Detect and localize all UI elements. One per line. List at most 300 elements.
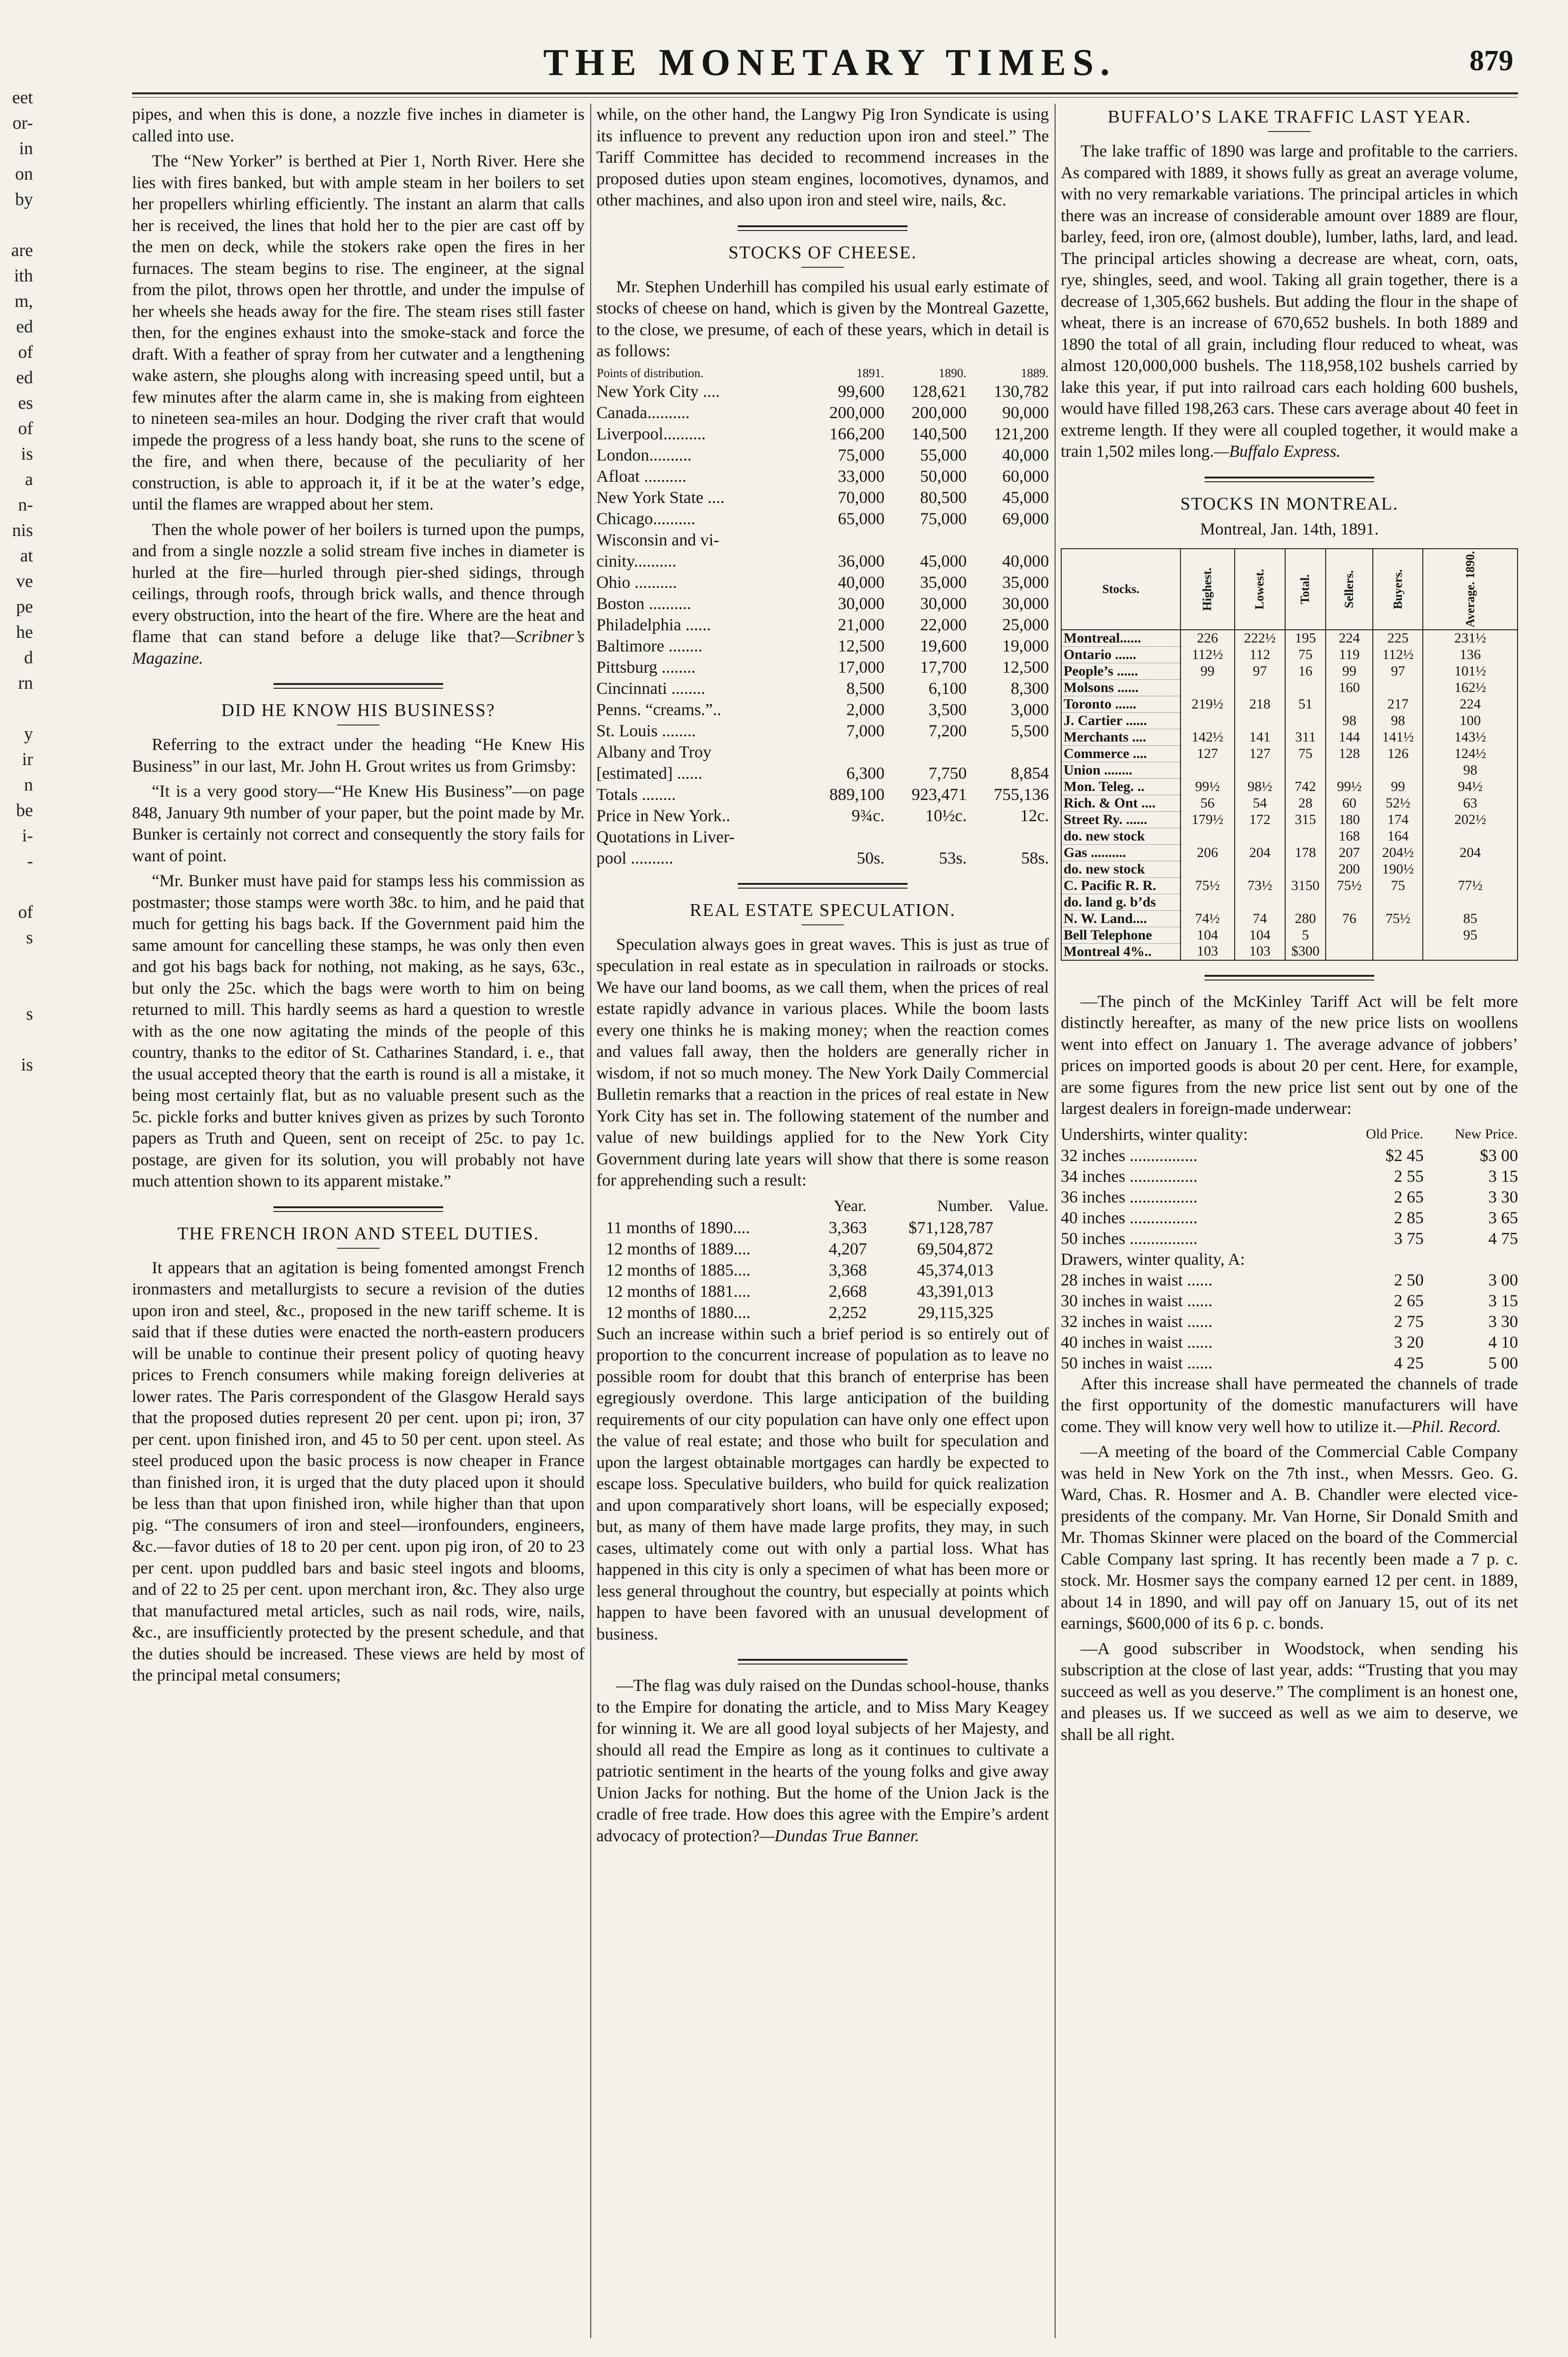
table-row [596, 614, 1049, 635]
row-label: Toronto ...... [1061, 696, 1180, 712]
column-divider [1055, 104, 1056, 2338]
table-row [1061, 1187, 1518, 1207]
section-rule [1205, 975, 1374, 981]
table-cell: 226 [1180, 630, 1235, 647]
column-header: New Price. [1454, 1126, 1518, 1142]
table-cell: 60 [1326, 795, 1373, 811]
table-row [1061, 630, 1518, 647]
row-label: 12 months of 1881.... [606, 1281, 751, 1301]
table-cell: 200,000 [829, 403, 885, 422]
table-cell: 85 [1423, 910, 1518, 927]
table-cell: 45,000 [1002, 487, 1049, 507]
table-cell: 95 [1423, 927, 1518, 943]
row-label: [estimated] ...... [596, 763, 702, 783]
article-buffalo-paragraph: The lake traffic of 1890 was large and profitable to the carriers. As compared with 1889, it shows fully as great an average volume, with no very remarkable variations. The principal articles in which there was an increase of considerable amount over 1889 are flour, barley, feed, iron ore, (almost double), lumber, laths, lard, and lead. The principal articles showing a decrease are wheat, corn, oats, rye, shingles, seed, and wool. Taking all grain together, there is a decrease of 1,305,662 bushels. But adding the flour in the shape of wheat, there is an increase of 670,652 bushels. In both 1889 and 1890 the total of all grain, including flour reduced to wheat, was almost 120,000,000 bushels. The 118,958,102 bushels carried by lake this year, if put into railroad cars each holding 600 bushels, would have filled 198,263 cars. These cars average about 40 feet in extreme length. If they were all coupled together, it would make a train 1,502 miles long.—Buffalo Express. [1061, 141, 1518, 461]
table-cell [1180, 828, 1235, 844]
table-row [1061, 1269, 1518, 1290]
section-rule [738, 883, 908, 889]
table-row [1061, 762, 1518, 778]
table-cell: 126 [1373, 745, 1423, 762]
table-cell [1373, 762, 1423, 778]
row-label: Montreal 4%.. [1061, 943, 1180, 960]
table-cell: 4,207 [828, 1239, 867, 1258]
table-cell: 202½ [1423, 811, 1518, 828]
headline-dash [801, 267, 844, 268]
row-label: People’s ...... [1061, 663, 1180, 679]
table-row [1061, 828, 1518, 844]
row-label: Liverpool.......... [596, 424, 706, 443]
table-cell: 204½ [1373, 844, 1423, 861]
table-cell [884, 826, 966, 848]
table-cell: 58s. [1021, 848, 1049, 867]
table-cell: 103 [1180, 943, 1235, 960]
row-label: 28 inches in waist ...... [1061, 1270, 1213, 1289]
row-label: Wisconsin and vi- [596, 530, 719, 549]
table-cell: 77½ [1423, 877, 1518, 894]
table-row [1061, 894, 1518, 910]
table-row [596, 508, 1049, 529]
table-cell: 112½ [1373, 646, 1423, 663]
row-label: Molsons ...... [1061, 679, 1180, 696]
table-cell: 8,854 [1011, 763, 1049, 783]
table-cell: 70,000 [838, 487, 885, 507]
table-cell [1235, 679, 1286, 696]
edge-fragment: d [24, 648, 33, 668]
table-cell: 889,100 [829, 784, 885, 804]
row-label: Boston .......... [596, 593, 692, 613]
row-label: cinity.......... [596, 551, 677, 570]
table-cell: 98 [1326, 712, 1373, 729]
table-cell: 99 [1373, 778, 1423, 795]
table-cell: 225 [1373, 630, 1423, 647]
column-1 [132, 104, 585, 2348]
table-cell: 75½ [1373, 910, 1423, 927]
table-subtitle: Undershirts, winter quality: [1061, 1124, 1248, 1144]
edge-fragment [0, 1103, 33, 1129]
edge-fragment [0, 1027, 33, 1052]
table-cell: 103 [1235, 943, 1286, 960]
table-cell: 168 [1326, 828, 1373, 844]
table-cell [1180, 712, 1235, 729]
column-2 [596, 104, 1049, 2348]
row-label: 50 inches ................ [1061, 1228, 1197, 1248]
table-cell: 3150 [1285, 877, 1326, 894]
table-cell: 35,000 [920, 572, 967, 592]
table-cell: 12,500 [838, 636, 885, 655]
table-row [596, 381, 1049, 402]
table-cell [1326, 762, 1373, 778]
table-cell: 101½ [1423, 663, 1518, 679]
headline-dash [1268, 131, 1311, 132]
table-cell: 136 [1423, 646, 1518, 663]
edge-fragment [0, 696, 33, 721]
table-cell: 4 75 [1488, 1228, 1518, 1248]
table-cell: 222½ [1235, 630, 1286, 647]
table-row [596, 402, 1049, 423]
table-cell: 75½ [1180, 877, 1235, 894]
table-cell [1285, 861, 1326, 877]
table-row [596, 572, 1049, 593]
column-header-label: Sellers. [1342, 570, 1356, 608]
table-cell: 97 [1373, 663, 1423, 679]
table-row [1061, 1145, 1518, 1166]
column-header [1423, 549, 1518, 630]
table-cell: 128,621 [911, 381, 967, 401]
article-business-paragraph: Referring to the extract under the heading “He Knew His Business” in our last, Mr. John H. Grout writes us from Grimsby: [132, 735, 585, 775]
headline-real-estate: REAL ESTATE SPECULATION. [690, 900, 956, 920]
column-header-label: Average. 1890. [1463, 551, 1477, 627]
row-label: Albany and Troy [596, 742, 712, 761]
newspaper-title: THE MONETARY TIMES. [543, 42, 1116, 83]
section-rule [1205, 477, 1374, 482]
table-cell: 3 30 [1488, 1187, 1518, 1206]
edge-fragment: is [21, 1055, 33, 1075]
headline-french-iron: THE FRENCH IRON AND STEEL DUTIES. [177, 1223, 539, 1244]
table-cell [1285, 712, 1326, 729]
table-row [1061, 679, 1518, 696]
article-cheese-paragraph: Mr. Stephen Underhill has compiled his usual early estimate of stocks of cheese on hand, which is given by the Montreal Gazette, to the close, we presume, of each of these years, which in detail is as follows: [596, 277, 1049, 360]
table-cell: 195 [1285, 630, 1326, 647]
source-credit: —Buffalo Express. [1213, 442, 1341, 461]
montreal-stocks-table [1061, 548, 1518, 961]
edge-fragment: ir [22, 750, 33, 769]
table-cell: 19,600 [920, 636, 967, 655]
edge-fragment: a [25, 470, 33, 489]
row-label: Chicago.......... [596, 509, 695, 528]
row-label: Rich. & Ont .... [1061, 795, 1180, 811]
row-label: Merchants .... [1061, 729, 1180, 745]
table-row [1061, 1228, 1518, 1249]
section-rule [273, 683, 443, 689]
table-cell: 204 [1235, 844, 1286, 861]
source-credit: —Dundas True Banner. [759, 1826, 919, 1845]
headline-buffalo-lake-traffic: BUFFALO’S LAKE TRAFFIC LAST YEAR. [1107, 107, 1471, 127]
table-row [596, 423, 1049, 445]
table-cell: 204 [1423, 844, 1518, 861]
article-real-estate-paragraph: Such an increase within such a brief period is so entirely out of proportion to the concurrent increase of population as to leave no possible room for doubt that this branch of enterprise has been egregiously overdone. This large anticipation of the building requirements of our city population can have only one effect upon the value of real estate; and those who built for speculation and upon the largest obtainable mortgages can hardly be expected to escape loss. Speculative builders, who build for quick realization and upon comparatively short loans, will be especially exposed; but, as many of them have made large profits, they may, in such cases, ultimately come out with only a partial loss. What has happened in this city is only a specimen of what has been more or less general throughout the country, but especially at points which happen to have been favored with an unusual development of business. [596, 1324, 1049, 1643]
edge-fragment: he [16, 622, 33, 642]
row-label: C. Pacific R. R. [1061, 877, 1180, 894]
table-cell: 40,000 [1002, 551, 1049, 570]
row-label: 36 inches ................ [1061, 1187, 1197, 1206]
edge-fragment: - [27, 851, 33, 871]
table-cell [1373, 894, 1423, 910]
item-flag-raising: —The flag was duly raised on the Dundas school-house, thanks to the Empire for donating the article, and to Miss Mary Keagey for winning it. We are all good loyal subjects of her Majesty, and should all read the Empire as long as it continues to cultivate a patriotic sentiment in the hearts of the young folks and give away Union Jacks for nothing. But the home of the Union Jack is the cradle of free trade. How does this agree with the Empire’s ardent advocacy of protection?—Dundas True Banner. [596, 1676, 1049, 1845]
row-label: N. W. Land.... [1061, 910, 1180, 927]
table-cell: 162½ [1423, 679, 1518, 696]
table-cell: 2,000 [846, 700, 885, 719]
row-label: New York City .... [596, 381, 720, 401]
table-cell: 51 [1285, 696, 1326, 712]
table-cell: 219½ [1180, 696, 1235, 712]
table-cell [1235, 861, 1286, 877]
edge-fragment: ed [16, 368, 33, 387]
edge-fragment: of [18, 342, 33, 362]
table-cell: 80,500 [920, 487, 967, 507]
table-cell: 4 10 [1488, 1332, 1518, 1352]
row-label: London.......... [596, 445, 692, 464]
edge-fragment: ith [14, 266, 33, 286]
table-cell: 3 65 [1488, 1208, 1518, 1227]
row-label: Penns. “creams.”.. [596, 700, 721, 719]
table-cell: 30,000 [1002, 593, 1049, 613]
table-row [1061, 729, 1518, 745]
column-divider [590, 104, 591, 2338]
table-cell: 121,200 [994, 424, 1049, 443]
table-cell: 22,000 [920, 615, 967, 634]
table-cell: 112½ [1180, 646, 1235, 663]
row-label: Montreal...... [1061, 630, 1180, 647]
table-cell: 74½ [1180, 910, 1235, 927]
row-label: 12 months of 1880.... [606, 1302, 751, 1322]
table-cell: 2,668 [828, 1281, 867, 1301]
article-business-paragraph: “It is a very good story—“He Knew His Business”—on page 848, January 9th number of your paper, but the point made by Mr. Bunker is certainly not correct and consequently the story fails for want of point. [132, 782, 585, 865]
edge-fragment [0, 950, 33, 976]
row-label: Ohio .......... [596, 572, 677, 592]
table-cell [1180, 861, 1235, 877]
table-cell: 50s. [857, 848, 885, 867]
row-label: Quotations in Liver- [596, 827, 735, 846]
table-cell: 200,000 [911, 403, 967, 422]
table-cell: 55,000 [920, 445, 967, 464]
table-cell: 99½ [1326, 778, 1373, 795]
column-header [1326, 549, 1373, 630]
table-cell: 40,000 [838, 572, 885, 592]
table-cell: 217 [1373, 696, 1423, 712]
table-cell: 50,000 [920, 466, 967, 486]
table-cell: 174 [1373, 811, 1423, 828]
table-cell: 100 [1423, 712, 1518, 729]
table-cell: 164 [1373, 828, 1423, 844]
table-row [596, 848, 1049, 869]
table-row [1061, 663, 1518, 679]
row-label: Price in New York.. [596, 806, 730, 825]
table-cell: 19,000 [1002, 636, 1049, 655]
table-cell: 280 [1285, 910, 1326, 927]
table-cell: 7,750 [928, 763, 967, 783]
table-cell: $300 [1285, 943, 1326, 960]
row-label: Cincinnati ........ [596, 678, 705, 698]
table-cell: 3 15 [1488, 1166, 1518, 1186]
table-cell: 140,500 [911, 424, 967, 443]
table-cell: 7,000 [846, 721, 885, 740]
row-label: Bell Telephone [1061, 927, 1180, 943]
table-cell [1285, 679, 1326, 696]
table-row [1061, 877, 1518, 894]
table-cell: 75,000 [838, 445, 885, 464]
table-cell: 166,200 [829, 424, 885, 443]
headline-dash [801, 924, 844, 925]
edge-fragment: nis [12, 520, 33, 540]
table-cell [1180, 894, 1235, 910]
row-label: 34 inches ................ [1061, 1166, 1197, 1186]
table-cell: 94½ [1423, 778, 1518, 795]
edge-fragment: m, [14, 291, 33, 311]
table-cell: 2 85 [1394, 1208, 1424, 1227]
row-label: do. new stock [1061, 861, 1180, 877]
table-cell [1235, 712, 1286, 729]
table-cell: 74 [1235, 910, 1286, 927]
masthead-rule [132, 92, 1518, 94]
table-cell: 30,000 [920, 593, 967, 613]
table-row [596, 487, 1049, 508]
row-label: Afloat .......... [596, 466, 686, 486]
table-row [596, 1238, 1049, 1260]
table-row [596, 826, 1049, 848]
row-label: do. land g. b’ds [1061, 894, 1180, 910]
table-cell: 3,368 [828, 1260, 867, 1279]
table-cell: 75½ [1326, 877, 1373, 894]
table-cell: 28 [1285, 795, 1326, 811]
table-cell: 141 [1235, 729, 1286, 745]
table-cell: 69,000 [1002, 509, 1049, 528]
item-mckinley-tariff: After this increase shall have permeated the channels of trade the first opportunity of the domestic manufacturers will have come. They will know very well how to utilize it.—Phil. Record. [1061, 1374, 1518, 1436]
table-cell: 12c. [1020, 806, 1049, 825]
table-cell: 3 30 [1488, 1311, 1518, 1331]
edge-fragment: of [18, 902, 33, 922]
table-cell [1180, 762, 1235, 778]
table-cell: 29,115,325 [917, 1302, 994, 1322]
table-cell: 10½c. [925, 806, 967, 825]
row-label: Commerce .... [1061, 745, 1180, 762]
table-cell: 144 [1326, 729, 1373, 745]
row-label: 32 inches in waist ...... [1061, 1311, 1213, 1331]
dateline: Montreal, Jan. 14th, 1891. [1200, 519, 1379, 538]
table-row [1061, 1352, 1518, 1373]
table-cell: 104 [1235, 927, 1286, 943]
table-cell: 8,300 [1011, 678, 1049, 698]
edge-fragment: s [26, 1004, 33, 1024]
table-cell: 178 [1285, 844, 1326, 861]
underwear-price-table [1061, 1123, 1518, 1373]
table-cell [1326, 943, 1373, 960]
table-cell: 21,000 [838, 615, 885, 634]
table-row [596, 763, 1049, 784]
column-header-label: Total. [1298, 574, 1312, 604]
table-cell: 4 25 [1394, 1353, 1424, 1372]
row-label: 50 inches in waist ...... [1061, 1353, 1213, 1372]
table-cell: 2 50 [1394, 1270, 1424, 1289]
row-label: Mon. Teleg. .. [1061, 778, 1180, 795]
table-cell [1423, 894, 1518, 910]
table-cell: 5 [1285, 927, 1326, 943]
table-cell: 99 [1326, 663, 1373, 679]
table-cell: 56 [1180, 795, 1235, 811]
edge-fragment: by [15, 190, 33, 209]
table-row [1061, 778, 1518, 795]
table-cell [1326, 927, 1373, 943]
table-cell: 33,000 [838, 466, 885, 486]
table-cell: 36,000 [838, 551, 885, 570]
column-header [1235, 549, 1286, 630]
table-cell: 2 55 [1394, 1166, 1424, 1186]
table-cell: 60,000 [1002, 466, 1049, 486]
table-row [1061, 646, 1518, 663]
table-cell: 73½ [1235, 877, 1286, 894]
row-label: 40 inches ................ [1061, 1208, 1197, 1227]
item-commercial-cable: —A meeting of the board of the Commercial Cable Company was held in New York on the 7th inst., when Messrs. Geo. G. Ward, Chas. R. Hosmer and A. B. Chandler were elected vice-presidents of the company. Mr. Van Horne, Sir Donald Smith and Mr. Thomas Skinner were placed on the board of the Commercial Cable Company last spring. It has recently been made a 7 p. c. stock. Mr. Hosmer says the company earned 12 per cent. in 1889, about 14 in 1890, and will pay off on January 15, out of its net earnings, $600,000 of its 6 p. c. bonds. [1061, 1442, 1518, 1632]
table-row [596, 1281, 1049, 1302]
row-label: 30 inches in waist ...... [1061, 1291, 1213, 1310]
table-cell: 207 [1326, 844, 1373, 861]
table-cell: 76 [1326, 910, 1373, 927]
article-fireboat-paragraph: Then the whole power of her boilers is turned upon the pumps, and from a single nozzle a solid stream five inches in diameter is hurled at the fire—hurled through pier-shed sidings, through ceilings, through roofs, through brick walls, and thence through every obstruction, into the heart of the fire. Where are the heat and flame that can stand before a deluge like that?—Scribner’s Magazine. [132, 519, 585, 668]
table-cell [1423, 861, 1518, 877]
table-cell: 200 [1326, 861, 1373, 877]
article-fireboat-paragraph: The “New Yorker” is berthed at Pier 1, North River. Here she lies with fires banked, but with ample steam in her boilers to set her propellers whirling efficiently. The instant an alarm that calls her is received, the lines that hold her to the pier are cast off by the men on deck, while the stokers rake open the fires in her furnaces. The steam begins to rise. The engineer, at the signal from the pilot, throws open her throttle, and under the impulse of her wheels she heads away for the fire. The steam rises still faster then, for the engines exhaust into the smoke-stack and force the draft. With a feather of spray from her cutwater and a lengthening wake astern, she ploughs along with increasing speed until, but a few minutes after the alarm came in, she is making from eighteen to nineteen sea-miles an hour. Dodging the river craft that would impede the progress of a less handy boat, she runs to the scene of the fire, and when there, because of the peculiarity of her construction, is able to approach it, if it be at the water’s edge, until the flames are wrapped about her stem. [132, 151, 585, 513]
table-row [596, 635, 1049, 657]
source-credit: —Scribner’s Magazine. [132, 627, 585, 668]
table-row [596, 466, 1049, 487]
table-cell: 45,374,013 [917, 1260, 994, 1279]
edge-fragment: s [26, 928, 33, 948]
edge-fragment: i- [22, 826, 33, 846]
table-cell: 2 75 [1394, 1311, 1424, 1331]
table-cell [884, 742, 966, 763]
row-label: Pittsburg ........ [596, 657, 696, 676]
row-label: New York State .... [596, 487, 725, 507]
edge-fragment [0, 976, 33, 1001]
column-header-label: Highest. [1200, 567, 1214, 611]
edge-fragment: in [19, 139, 33, 158]
page-number: 879 [1469, 45, 1513, 77]
table-cell [1235, 828, 1286, 844]
table-row [1061, 1332, 1518, 1352]
table-cell: 3,000 [1011, 700, 1049, 719]
table-row [1061, 1207, 1518, 1228]
article-french-continued: while, on the other hand, the Langwy Pig Iron Syndicate is using its influence to prevent any reduction upon iron and steel.” The Tariff Committee has decided to recommend increases in the proposed duties upon steam engines, locomotives, dynamos, and other machines, and also upon iron and steel wire, nails, &c. [596, 105, 1049, 209]
edge-fragment: es [18, 393, 33, 413]
table-cell: 45,000 [920, 551, 967, 570]
column-header [1285, 549, 1326, 630]
table-cell [1373, 679, 1423, 696]
table-row [596, 805, 1049, 826]
table-cell: 315 [1285, 811, 1326, 828]
table-cell: 3 20 [1394, 1332, 1424, 1352]
table-cell: 52½ [1373, 795, 1423, 811]
table-cell: 54 [1235, 795, 1286, 811]
table-cell: 90,000 [1002, 403, 1049, 422]
item-woodstock-subscriber: —A good subscriber in Woodstock, when sending his subscription at the close of last year, adds: “Trusting that you may succeed as well as you deserve.” The compliment is an honest one, and pleases us. If we succeed as well as we aim to deserve, we shall be all right. [1061, 1639, 1518, 1744]
section-rule [738, 1659, 908, 1665]
row-label: pool .......... [596, 848, 674, 867]
table-cell [1373, 927, 1423, 943]
table-cell: 65,000 [838, 509, 885, 528]
table-cell: $3 00 [1480, 1146, 1518, 1165]
edge-fragment [0, 212, 33, 238]
table-cell [1326, 696, 1373, 712]
edge-fragment: ve [16, 571, 33, 591]
column-header: 1891. [856, 366, 884, 380]
table-cell: 8,500 [846, 678, 885, 698]
table-cell: 755,136 [994, 784, 1049, 804]
table-cell: 2 65 [1394, 1291, 1424, 1310]
column-header: Points of distribution. [597, 366, 704, 380]
edge-fragment [0, 1078, 33, 1103]
column-header-label: Buyers. [1391, 569, 1405, 609]
column-header: Old Price. [1366, 1126, 1423, 1142]
table-cell: 142½ [1180, 729, 1235, 745]
column-header-blank [596, 1195, 803, 1217]
table-cell: 98 [1373, 712, 1423, 729]
table-row [1061, 712, 1518, 729]
table-cell: 9¾c. [851, 806, 885, 825]
edge-fragment: are [11, 240, 33, 260]
adjacent-page-edge-fragments [0, 85, 33, 1169]
table-cell [1326, 894, 1373, 910]
column-header: 1890. [939, 366, 966, 380]
row-label: do. new stock [1061, 828, 1180, 844]
